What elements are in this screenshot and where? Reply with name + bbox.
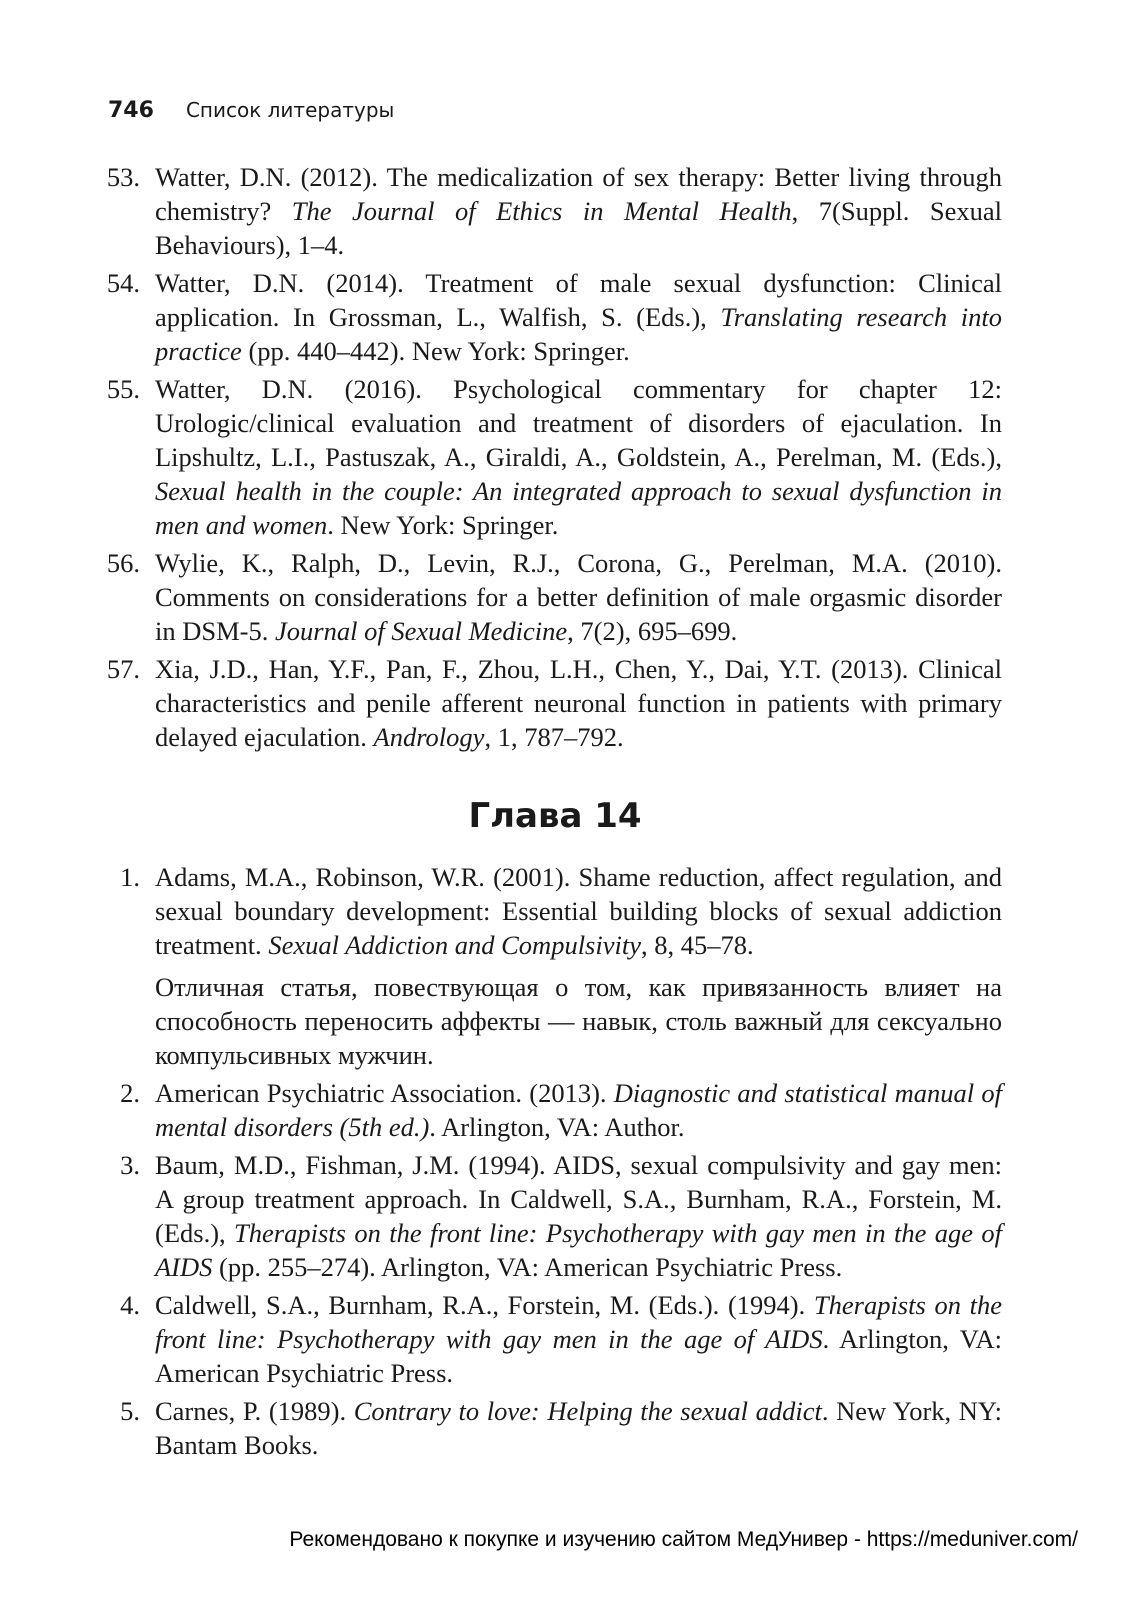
reference-list-chapter-13 [0,160,1132,758]
reference-number: 53. [106,162,140,192]
journal-title: Sexual Addiction and Compulsivity [268,930,641,960]
reference-text: Baum, M.D., Fishman, J.M. (1994). AIDS, sexual compulsivity and gay men: A group treatment approach. In Caldwell, S.A., Burnham, R.A., Forstein, M. (Eds.), Therapists on the front line: Psychotherapy with gay men in the age of AIDS (pp. 255–274). Arlington, VA: American Psychiatric Press. [155,1150,1002,1282]
reference-item [0,266,1002,368]
reference-number: 56. [106,548,140,578]
reference-number: 2. [120,1078,140,1108]
book-title: Contrary to love: Helping the sexual addict [353,1396,822,1426]
reference-item [0,860,1002,1072]
reference-text: Watter, D.N. (2016). Psychological commentary for chapter 12: Urologic/clinical evaluation and treatment of disorders of ejaculation. In Lipshultz, L.I., Pastuszak, A., Giraldi, A., Goldstein, A., Perelman, M. (Eds.), Sexual health in the couple: An integrated approach to sexual dysfunction in men and women. New York: Springer. [155,374,1002,540]
reference-text: American Psychiatric Association. (2013). Diagnostic and statistical manual of mental disorders (5th ed.). Arlington, VA: Author. [155,1078,1002,1142]
book-title: Diagnostic and statistical manual of mental disorders (5th ed.) [155,1078,1002,1142]
book-title: Therapists on the front line: Psychotherapy with gay men in the age of AIDS [155,1218,1002,1282]
reference-number: 5. [120,1396,140,1426]
reference-item [0,372,1002,542]
reference-item [0,1288,1002,1390]
reference-text: Watter, D.N. (2014). Treatment of male sexual dysfunction: Clinical application. In Grossman, L., Walfish, S. (Eds.), Translating research into practice (pp. 440–442). New York: Springer. [155,268,1002,366]
footer-watermark: Рекомендовано к покупке и изучению сайтом МедУнивер - https://meduniver.com/ [289,1528,1078,1551]
journal-title: Journal of Sexual Medicine [275,616,568,646]
book-title: Therapists on the front line: Psychotherapy with gay men in the age of AIDS [155,1290,1002,1354]
reference-item [0,546,1002,648]
reference-annotation: Отличная статья, повествующая о том, как привязанность влияет на способность переносить аффекты — навык, столь важный для сексуально компульсивных мужчин. [155,972,1002,1070]
reference-text: Xia, J.D., Han, Y.F., Pan, F., Zhou, L.H., Chen, Y., Dai, Y.T. (2013). Clinical characteristics and penile afferent neuronal function in patients with primary delayed ejaculation. Andrology, 1, 787–792. [155,654,1002,752]
journal-title: The Journal of Ethics in Mental Health [291,196,792,226]
reference-text: Caldwell, S.A., Burnham, R.A., Forstein, M. (Eds.). (1994). Therapists on the front line: Psychotherapy with gay men in the age of AIDS. Arlington, VA: American Psychiatric Press. [155,1290,1002,1388]
reference-text: Wylie, K., Ralph, D., Levin, R.J., Corona, G., Perelman, M.A. (2010). Comments on considerations for a better definition of male orgasmic disorder in DSM-5. Journal of Sexual Medicine, 7(2), 695–699. [155,548,1002,646]
running-title: Список литературы [185,98,395,122]
reference-text: Adams, M.A., Robinson, W.R. (2001). Shame reduction, affect regulation, and sexual boundary development: Essential building blocks of sexual addiction treatment. Sexual Addiction and Compulsivity, 8, 45–78. [155,862,1002,960]
reference-number: 3. [120,1150,140,1180]
reference-text: Watter, D.N. (2012). The medicalization of sex therapy: Better living through chemistry? The Journal of Ethics in Mental Health, 7(Suppl. Sexual Behaviours), 1–4. [155,162,1002,260]
chapter-title: Глава 14 [468,796,642,836]
reference-item [0,1394,1002,1462]
reference-item [0,652,1002,754]
reference-item [0,1076,1002,1144]
reference-item [0,160,1002,262]
reference-item [0,1148,1002,1284]
reference-number: 4. [120,1290,140,1320]
reference-number: 54. [106,268,140,298]
reference-number: 1. [120,862,140,892]
book-title: Translating research into practice [155,302,1002,366]
reference-text: Carnes, P. (1989). Contrary to love: Helping the sexual addict. New York, NY: Bantam Books. [155,1396,1002,1460]
reference-number: 55. [106,374,140,404]
page-header [108,98,394,138]
book-title: Sexual health in the couple: An integrated approach to sexual dysfunction in men and women [155,476,1002,540]
journal-title: Andrology [373,722,485,752]
reference-list-chapter-14 [0,860,1132,1466]
reference-number: 57. [106,654,140,684]
page-number: 746 [108,98,154,123]
